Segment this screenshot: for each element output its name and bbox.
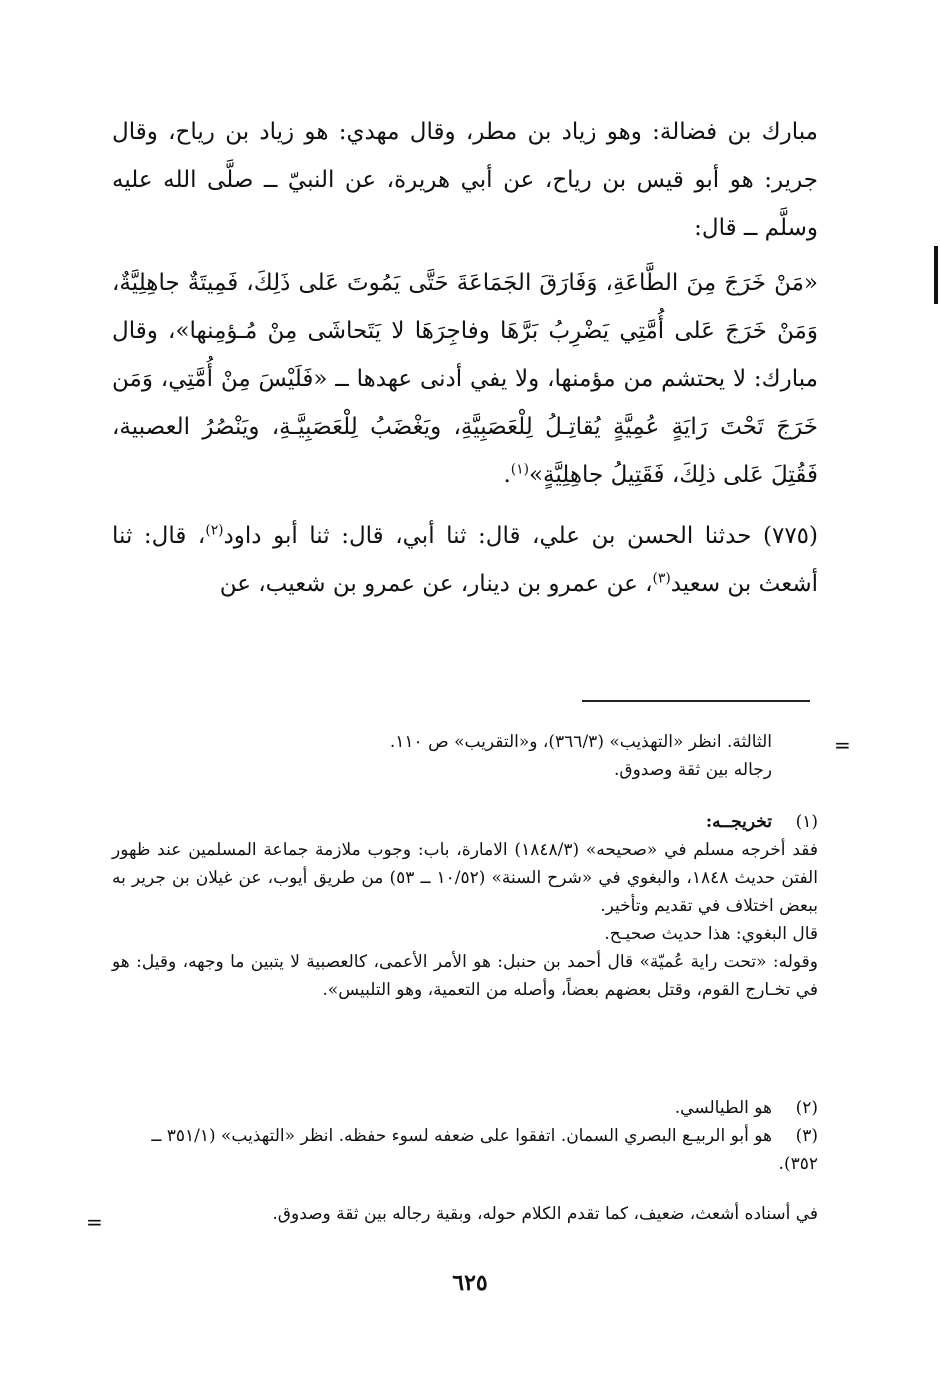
isnad-text-c: ، عن عمرو بن دينار، عن عمرو بن شعيب، عن bbox=[219, 571, 653, 597]
page-number: ٦٢٥ bbox=[452, 1270, 488, 1296]
continuation-mark: = bbox=[834, 733, 851, 757]
footnote-ref-3: (٣) bbox=[652, 570, 671, 587]
footnote-1-line-4: قال البغوي: هذا حديث صحيـح. bbox=[604, 924, 818, 944]
isnad-paragraph bbox=[112, 512, 818, 608]
footnote-1-para-1: فقد أخرجه مسلم في «صحيحه» (١٨٤٨/٣) الامارة، باب: وجوب ملازمة جماعة المسلمين عند ظهور الفتن حديث ١٨٤٨، والبغوي في «شرح السنة» (١٠/٥٢ ــ ٥٣) من طريق أيوب، عن غيلان بن جرير به ببعض اختلاف في تقديم وتأخير. bbox=[112, 840, 818, 916]
footnote-ref-2: (٢) bbox=[205, 522, 224, 539]
footnote-1-para-2: وقوله: «تحت راية عُميّة» قال أحمد بن حنبل: هو الأمر الأعمى، كالعصبية لا يتبين ما وجهه، وقيل: هو في تخـارج القوم، وقتل بعضهم بعضاً، وأصله من التعمية، وهو التلبيس». bbox=[112, 952, 818, 1000]
hadith-end: . bbox=[503, 462, 511, 488]
footnote-1 bbox=[112, 808, 818, 1004]
hadith-paragraph bbox=[112, 259, 818, 499]
footnote-3 bbox=[112, 1122, 818, 1178]
footnote-cont-line-1: الثالثة. انظر «التهذيب» (٣٦٦/٣)، و«التقريب» ص ١١٠. bbox=[389, 732, 772, 752]
footnote-cont-line-2: رجاله بين ثقة وصدوق. bbox=[613, 760, 772, 780]
margin-bar bbox=[934, 246, 938, 304]
isnad-text-a: (٧٧٥) حدثنا الحسن بن علي، قال: ثنا أبي، قال: ثنا أبو داود bbox=[223, 523, 819, 549]
footnote-separator bbox=[582, 700, 810, 702]
footnote-3-text: هو أبو الربيـع البصري السمان. اتفقوا على ضعفه لسوء حفظه. انظر «التهذيب» (٣٥١/١ ــ ٣٥٢). bbox=[151, 1126, 818, 1174]
footnote-3-number: (٣) bbox=[795, 1126, 818, 1146]
footnote-2-number: (٢) bbox=[795, 1098, 818, 1118]
footnote-1-heading: (١)تخريجــه: bbox=[705, 812, 818, 832]
hadith-text: «مَنْ خَرَجَ مِنَ الطَّاعَةِ، وَفَارَقَ الجَمَاعَةَ حَتَّى يَمُوتَ عَلى ذَلِكَ، فَمِيتَةٌ جاهِلِيَّةٌ، وَمَنْ خَرَجَ عَلى أُمَّتِي يَضْرِبُ بَرَّهَا وفاجِرَهَا لا يَتَحاشَى مِنْ مُـؤمِنها»، وقال مبارك: لا يحتشم من مؤمنها، ولا يفي أدنى عهدها ــ «فَلَيْسَ مِنْ أُمَّتِي، وَمَن خَرَجَ تَحْتَ رَايَةٍ عُمِيَّةٍ يُقاتِـلُ لِلْعَصَبِيَّةِ، ويَغْضَبُ لِلْعَصَبِيَّـةِ، ويَنْصُرُ العصبية، فَقُتِلَ عَلى ذلِكَ، فَقَتِيلُ جاهِلِيَّةٍ» bbox=[112, 270, 818, 488]
footnote-continued-line: في أسناده أشعث، ضعيف، كما تقدم الكلام حوله، وبقية رجاله بين ثقة وصدوق. bbox=[272, 1204, 818, 1224]
footnote-2-text: هو الطيالسي. bbox=[674, 1098, 772, 1118]
continues-next-page-mark: = bbox=[86, 1210, 103, 1234]
footnote-ref-1: (١) bbox=[510, 461, 529, 478]
body-paragraph-1: مبارك بن فضالة: وهو زياد بن مطر، وقال مهدي: هو زياد بن رياح، وقال جرير: هو أبو قيس بن رياح، عن أبي هريرة، عن النبيّ ــ صلَّى الله عليه وسلَّم ــ قال: bbox=[112, 119, 818, 241]
footnote-2 bbox=[112, 1094, 818, 1122]
footnote-continuation bbox=[112, 728, 818, 784]
isnad-text-b: ، قال: ثنا أشعث بن سعيد bbox=[112, 523, 818, 597]
